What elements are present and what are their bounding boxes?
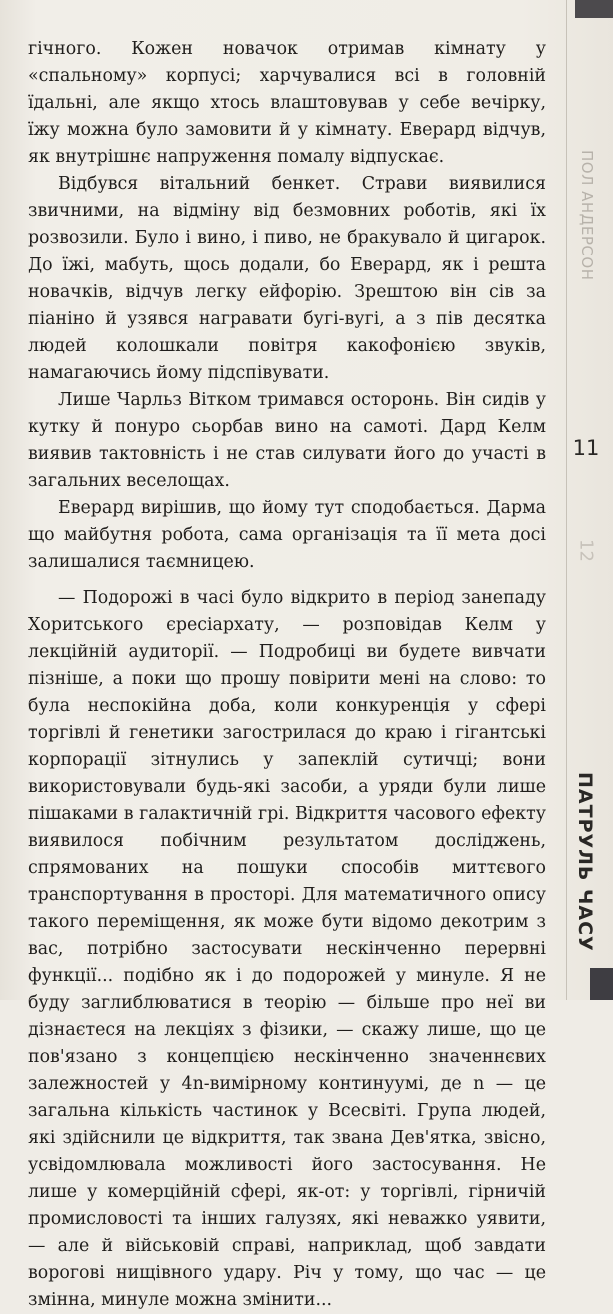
page-number: 11 — [572, 436, 600, 460]
paragraph-4: Еверард вирішив, що йому тут сподобається. Дарма що майбутня робота, сама організація та її мета досі залишалися таємницею. — [28, 498, 546, 572]
running-header-author: ПОЛ АНДЕРСОН — [578, 150, 596, 281]
paragraph-5: — Подорожі в часі було відкрито в період занепаду Хоритського єресіархату, — розповідав Келм у лекційній аудиторії. — Подробиці ви будете вивчати пізніше, а поки що прошу повірити мені на слово: то була неспокійна доба, коли конкуренція у сфері торгівлі й генетики загострилася до краю і гігантські корпорації зітнулись у запеклій сутичці; вони використовували будь-які засоби, а уряди були лише пішаками в галактичній грі. Відкриття часового ефекту виявилося побічним результатом досліджень, спрямованих на пошуки способів миттєвого транспортування в просторі. Для математичного опису такого переміщення, як може бути відомо декотрим з вас, потрібно застосувати нескінченно перервні функції... подібно як і до подорожей у минуле. Я не буду заглиблюватися в теорію — більше про неї ви дізнаєтеся на лекціях з фізики, — скажу лише, що це пов'язано з концепцією нескінченно значеннєвих залежностей у 4n-вимірному континуумі, де n — це загальна кількість частинок у Всесвіті. Група людей, які здійснили це відкриття, так звана Дев'ятка, звісно, усвідомлювала можливості його застосування. Не лише у комерційній сфері, як-от: у торгівлі, гірничій промисловості та інших галузях, які неважко уявити, — але й військовій справі, наприклад, щоб завдати ворогові нищівного удару. Річ у тому, що час — це змінна, минуле можна змінити... — [28, 588, 546, 1310]
scan-edge-shadow-top — [575, 0, 613, 18]
paragraph-2: Відбувся вітальний бенкет. Страви виявилися звичними, на відміну від безмовних роботів, які їх розвозили. Було і вино, і пиво, не бракувало й цигарок. До їжі, мабуть, щось додали, бо Еверард, як і решта новачків, відчув легку ейфорію. Зрештою він сів за піаніно й узявся награвати бугі-вугі, а з пів десятка людей колошкали повітря какофонією звуків, намагаючись йому підспівувати. — [28, 174, 546, 383]
paragraph-3: Лише Чарльз Вітком тримався осторонь. Він сидів у кутку й понуро сьорбав вино на самоті. Дард Келм виявив тактовність і не став силувати його до участі в загальних веселощах. — [28, 390, 546, 491]
scan-edge-shadow-bottom — [590, 968, 613, 1000]
paragraph-1: гічного. Кожен новачок отримав кімнату у «спальному» корпусі; харчувалися всі в головній їдальні, але якщо хтось влаштовував у себе вечірку, їжу можна було замовити й у кімнату. Еверард відчув, як внутрішнє напруження помалу відпускає. — [28, 39, 546, 167]
margin-divider — [566, 0, 567, 1000]
body-text — [28, 36, 546, 1314]
running-header-title: ПАТРУЛЬ ЧАСУ — [574, 772, 596, 952]
next-page-number: 12 — [575, 539, 597, 562]
